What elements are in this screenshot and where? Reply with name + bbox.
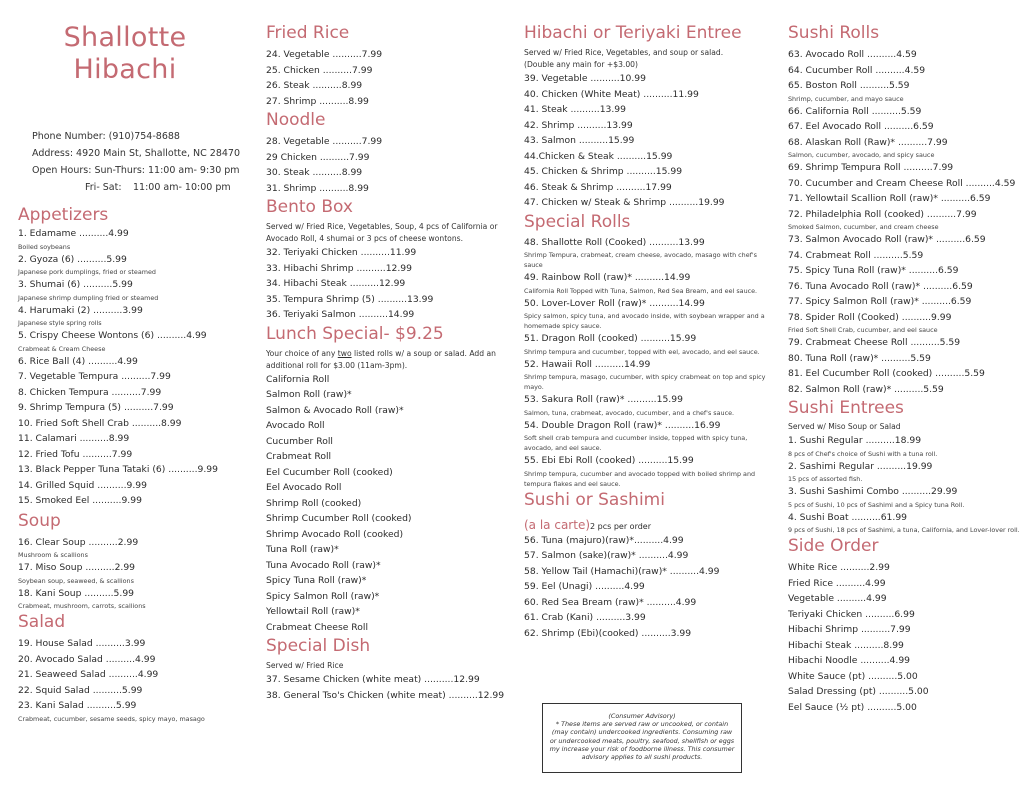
menu-item-description: Fried Soft Shell Crab, cucumber, and eel sauce	[788, 326, 938, 334]
section-note: Served w/ Miso Soup or Salad	[788, 422, 901, 431]
section-special-rolls	[524, 211, 776, 489]
menu-item: 11. Calamari ..........8.99	[18, 433, 130, 444]
section-title: Fried Rice	[266, 23, 350, 43]
section-salad	[18, 611, 258, 724]
menu-item: 3. Sushi Sashimi Combo ..........29.99	[788, 486, 958, 497]
column-3	[524, 22, 776, 641]
menu-item-description: Japanese shrimp dumpling fried or steamed	[18, 293, 159, 302]
menu-item: 28. Vegetable ..........7.99	[266, 136, 383, 147]
menu-item: 8. Chicken Tempura ..........7.99	[18, 386, 162, 398]
menu-item: 54. Double Dragon Roll (raw)* ..........16.99	[524, 419, 721, 431]
column-2	[266, 22, 511, 703]
menu-item: 26. Steak ..........8.99	[266, 80, 363, 91]
menu-item: 22. Squid Salad ..........5.99	[18, 684, 143, 696]
menu-item: 65. Boston Roll ..........5.59	[788, 80, 910, 91]
section-lunch-special	[266, 323, 511, 636]
section-bento-box	[266, 196, 511, 323]
menu-item: 6. Rice Ball (4) ..........4.99	[18, 355, 138, 367]
menu-item-description: Soybean soup, seaweed, & scallions	[18, 576, 134, 585]
menu-item: 9. Shrimp Tempura (5) ..........7.99	[18, 402, 174, 413]
menu-item: 48. Shallotte Roll (Cooked) ..........13.99	[524, 236, 705, 248]
menu-item: 27. Shrimp ..........8.99	[266, 95, 369, 107]
menu-item-description: 15 pcs of assorted fish.	[788, 475, 863, 483]
menu-item: 2. Gyoza (6) ..........5.99	[18, 253, 127, 265]
menu-item: 68. Alaskan Roll (Raw)* ..........7.99	[788, 136, 948, 148]
column-1	[18, 204, 258, 724]
menu-item: Salmon Roll (raw)*	[266, 389, 352, 400]
section-sushi-rolls	[788, 22, 1024, 397]
phone: Phone Number: (910)754-8688	[32, 131, 180, 142]
menu-item-description: Salmon, cucumber, avocado, and spicy sauce	[788, 151, 935, 159]
menu-item-description: Shrimp tempura and cucumber, topped with eel, avocado, and eel sauce.	[524, 347, 760, 356]
menu-item: 52. Hawaii Roll ..........14.99	[524, 358, 651, 370]
menu-item: 67. Eel Avocado Roll ..........6.59	[788, 121, 934, 132]
menu-item: 30. Steak ..........8.99	[266, 167, 363, 178]
section-special-dish	[266, 635, 511, 703]
section-sushi-entrees	[788, 397, 1024, 535]
hours-weekend: Fri- Sat: 11:00 am- 10:00 pm	[85, 182, 231, 193]
menu-item: 17. Miso Soup ..........2.99	[18, 562, 136, 573]
section-title: Special Dish	[266, 636, 371, 656]
menu-item: 20. Avocado Salad ..........4.99	[18, 653, 156, 665]
menu-item: 2. Sashimi Regular ..........19.99	[788, 460, 933, 472]
menu-item: Avocado Roll	[266, 420, 325, 431]
restaurant-info	[32, 128, 240, 196]
menu-item: 12. Fried Tofu ..........7.99	[18, 448, 133, 460]
menu-item: 24. Vegetable ..........7.99	[266, 49, 383, 60]
menu-item: 76. Tuna Avocado Roll (raw)* ..........6.59	[788, 280, 973, 292]
menu-item: 16. Clear Soup ..........2.99	[18, 536, 139, 548]
section-side-order	[788, 535, 1024, 715]
menu-item: 80. Tuna Roll (raw)* ..........5.59	[788, 352, 931, 364]
menu-item-description: Crabmeat & Cream Cheese	[18, 344, 106, 353]
menu-item-description: Crabmeat, cucumber, sesame seeds, spicy mayo, masago	[18, 714, 205, 723]
menu-item-description: 9 pcs of Sushi, 18 pcs of Sashimi, a tuna, California, and Lover-lover roll.	[788, 526, 1020, 534]
section-title: Sushi or Sashimi	[524, 489, 665, 510]
menu-item: 72. Philadelphia Roll (cooked) ..........7.99	[788, 208, 977, 220]
section-title: Special Rolls	[524, 211, 631, 232]
menu-item: Cucumber Roll	[266, 435, 333, 447]
section-note: Served w/ Fried Rice	[266, 661, 344, 670]
menu-item: 4. Harumaki (2) ..........3.99	[18, 304, 143, 316]
menu-item: Shrimp Roll (cooked)	[266, 497, 362, 509]
menu-item: Hibachi Noodle ..........4.99	[788, 655, 911, 666]
menu-item: 40. Chicken (White Meat) ..........11.99	[524, 88, 699, 100]
menu-item: Eel Avocado Roll	[266, 482, 342, 493]
section-title: Soup	[18, 510, 61, 531]
menu-item: 10. Fried Soft Shell Crab ..........8.99	[18, 417, 182, 429]
menu-item: 64. Cucumber Roll ..........4.59	[788, 64, 926, 76]
menu-item: 51. Dragon Roll (cooked) ..........15.99	[524, 333, 697, 344]
menu-item-description: Japanese style spring rolls	[18, 319, 102, 327]
restaurant-name: Shallotte Hibachi	[63, 22, 187, 85]
menu-item: White Sauce (pt) ..........5.00	[788, 670, 918, 682]
consumer-advisory-box: (Consumer Advisory) * These items are served raw or uncooked, or contain (may contain) undercooked ingredients. Consuming raw or undercooked meats, poultry, seafood, shellfish or eggs my increase your risk of foodborne illness. This consumer advisory applies to all sushi products.	[542, 703, 742, 773]
menu-item: Shrimp Avocado Roll (cooked)	[266, 528, 404, 540]
section-appetizers	[18, 204, 258, 509]
menu-item: 37. Sesame Chicken (white meat) ..........12.99	[266, 674, 480, 685]
menu-item: Spicy Salmon Roll (raw)*	[266, 590, 380, 602]
menu-item: 41. Steak ..........13.99	[524, 104, 626, 115]
menu-item: 60. Red Sea Bream (raw)* ..........4.99	[524, 596, 697, 608]
menu-item: 82. Salmon Roll (raw)* ..........5.59	[788, 383, 944, 395]
menu-item: Crabmeat Roll	[266, 451, 332, 462]
menu-item: 46. Steak & Shrimp ..........17.99	[524, 181, 672, 193]
menu-item: 66. California Roll ..........5.59	[788, 105, 922, 117]
section-title: Sushi Rolls	[788, 23, 880, 43]
menu-item: Salmon & Avocado Roll (raw)*	[266, 404, 404, 416]
section-title: Lunch Special- $9.25	[266, 323, 444, 344]
column-4	[788, 22, 1024, 715]
section-note: Your choice of any two listed rolls w/ a soup or salad. Add an additional roll for $3.00 (11am-3pm).	[266, 348, 496, 370]
menu-item: 62. Shrimp (Ebi)(cooked) ..........3.99	[524, 627, 692, 639]
section-note: Served w/ Fried Rice, Vegetables, and soup or salad.	[524, 48, 724, 57]
menu-item: White Rice ..........2.99	[788, 562, 890, 573]
menu-item-description: Shrimp Tempura, crabmeat, cream cheese, avocado, masago with chef's sauce	[524, 251, 757, 269]
menu-item: 31. Shrimp ..........8.99	[266, 182, 369, 194]
menu-item-description: Spicy salmon, spicy tuna, and avocado inside, with soybean wrapper and a homemade spicy sauce.	[524, 312, 765, 330]
menu-item: 23. Kani Salad ..........5.99	[18, 700, 137, 711]
menu-item-description: Japanese pork dumplings, fried or steamed	[18, 268, 156, 276]
menu-item: 45. Chicken & Shrimp ..........15.99	[524, 166, 683, 177]
section-title: Appetizers	[18, 205, 109, 225]
section-title: Bento Box	[266, 197, 353, 217]
menu-item: 77. Spicy Salmon Roll (raw)* ..........6.59	[788, 296, 972, 307]
menu-item: 75. Spicy Tuna Roll (raw)* ..........6.59	[788, 265, 959, 276]
menu-item: 47. Chicken w/ Steak & Shrimp ..........19.99	[524, 197, 725, 208]
menu-item-description: Mushroom & scallions	[18, 551, 88, 559]
menu-item: 1. Sushi Regular ..........18.99	[788, 435, 922, 446]
section-title: Salad	[18, 612, 66, 632]
menu-item-description: California Roll Topped with Tuna, Salmon, Red Sea Bream, and eel sauce.	[524, 286, 758, 295]
menu-item-description: Shrimp, cucumber, and mayo sauce	[788, 94, 904, 103]
menu-item: Hibachi Steak ..........8.99	[788, 639, 904, 651]
section-title: Sushi Entrees	[788, 398, 904, 418]
menu-item: 25. Chicken ..........7.99	[266, 64, 373, 76]
menu-item: 57. Salmon (sake)(raw)* ..........4.99	[524, 550, 689, 561]
menu-item: 78. Spider Roll (Cooked) ..........9.99	[788, 311, 952, 323]
menu-item: Crabmeat Cheese Roll	[266, 621, 369, 633]
menu-item: 14. Grilled Squid ..........9.99	[18, 479, 147, 491]
menu-item: 74. Crabmeat Roll ..........5.59	[788, 249, 924, 261]
section-title: Hibachi or Teriyaki Entree	[524, 23, 742, 43]
menu-item: 53. Sakura Roll (raw)* ..........15.99	[524, 394, 683, 405]
menu-item: 21. Seaweed Salad ..........4.99	[18, 669, 159, 680]
menu-item: 34. Hibachi Steak ..........12.99	[266, 278, 406, 289]
menu-item: 59. Eel (Unagi) ..........4.99	[524, 581, 645, 592]
section-title: Noodle	[266, 110, 326, 130]
menu-item: Tuna Avocado Roll (raw)*	[266, 559, 381, 571]
menu-item: 7. Vegetable Tempura ..........7.99	[18, 371, 171, 382]
menu-item: 13. Black Pepper Tuna Tataki (6) ..........9.99	[18, 464, 218, 475]
menu-item: 18. Kani Soup ..........5.99	[18, 587, 135, 599]
menu-item: 50. Lover-Lover Roll (raw)* ..........14.99	[524, 297, 705, 309]
menu-item: Salad Dressing (pt) ..........5.00	[788, 686, 929, 697]
menu-item: 71. Yellowtail Scallion Roll (raw)* ..........6.59	[788, 193, 991, 204]
menu-item: Eel Sauce (½ pt) ..........5.00	[788, 701, 917, 713]
section-hibachi-entree	[524, 22, 776, 211]
section-title: Side Order	[788, 536, 879, 556]
menu-item: 29 Chicken ..........7.99	[266, 151, 370, 163]
menu-item-description: Smoked Salmon, cucumber, and cream cheese	[788, 223, 939, 231]
menu-item: 39. Vegetable ..........10.99	[524, 73, 646, 84]
menu-item: 38. General Tso's Chicken (white meat) ..........12.99	[266, 689, 505, 701]
menu-item: 70. Cucumber and Cream Cheese Roll ..........4.59	[788, 177, 1016, 189]
section-note: (Double any main for +$3.00)	[524, 60, 638, 69]
menu-item: 81. Eel Cucumber Roll (cooked) ..........5.59	[788, 368, 985, 379]
menu-item: 79. Crabmeat Cheese Roll ..........5.59	[788, 337, 961, 348]
menu-item: 69. Shrimp Tempura Roll ..........7.99	[788, 162, 954, 173]
menu-item: 15. Smoked Eel ..........9.99	[18, 495, 142, 506]
menu-item-description: Shrimp tempura, cucumber and avocado topped with boiled shrimp and tempura flakes and eel sauce.	[524, 469, 756, 488]
menu-item: Hibachi Shrimp ..........7.99	[788, 624, 911, 635]
menu-item: 63. Avocado Roll ..........4.59	[788, 49, 917, 60]
menu-item: 44.Chicken & Steak ..........15.99	[524, 150, 673, 162]
menu-item: 73. Salmon Avocado Roll (raw)* ..........6.59	[788, 234, 986, 245]
menu-item: 49. Rainbow Roll (raw)* ..........14.99	[524, 272, 691, 283]
menu-item-description: Salmon, tuna, crabmeat, avocado, cucumber, and a chef's sauce.	[524, 408, 735, 417]
menu-item: Spicy Tuna Roll (raw)*	[266, 575, 367, 586]
menu-item: 5. Crispy Cheese Wontons (6) ..........4.99	[18, 330, 207, 341]
menu-item: 19. House Salad ..........3.99	[18, 638, 146, 649]
menu-item-description: Soft shell crab tempura and cucumber inside, topped with spicy tuna, avocado, and eel sauce.	[524, 434, 748, 452]
menu-item-description: Shrimp tempura, masago, cucumber, with spicy crabmeat on top and spicy mayo.	[524, 373, 766, 391]
menu-item: Vegetable ..........4.99	[788, 593, 887, 604]
section-fried-rice	[266, 22, 511, 109]
menu-item: 43. Salmon ..........15.99	[524, 135, 635, 146]
menu-item-description: 5 pcs of Sushi, 10 pcs of Sashimi and a Spicy tuna Roll.	[788, 500, 965, 509]
menu-item: 42. Shrimp ..........13.99	[524, 119, 633, 131]
menu-item-description: Boiled soybeans	[18, 242, 71, 251]
section-soup	[18, 510, 258, 612]
menu-item-description: 8 pcs of Chef's choice of Sushi with a tuna roll.	[788, 449, 938, 458]
menu-item: California Roll	[266, 373, 330, 385]
section-note: Served w/ Fried Rice, Vegetables, Soup, 4 pcs of California or Avocado Roll, 4 shumai or 3 pcs of cheese wontons.	[266, 222, 498, 243]
address: Address: 4920 Main St, Shallotte, NC 28470	[32, 148, 241, 159]
menu-item: 36. Teriyaki Salmon ..........14.99	[266, 309, 415, 320]
menu-item: Teriyaki Chicken ..........6.99	[788, 608, 915, 620]
menu-item: 32. Teriyaki Chicken ..........11.99	[266, 247, 417, 258]
menu-item: 1. Edamame ..........4.99	[18, 228, 129, 239]
menu-item: 56. Tuna (majuro)(raw)*..........4.99	[524, 534, 684, 546]
menu-item: 61. Crab (Kani) ..........3.99	[524, 612, 646, 623]
menu-item: 58. Yellow Tail (Hamachi)(raw)* ..........4.99	[524, 565, 720, 577]
menu-item-description: Crabmeat, mushroom, carrots, scallions	[18, 602, 146, 610]
menu-item: Eel Cucumber Roll (cooked)	[266, 466, 393, 478]
menu-item: Tuna Roll (raw)*	[266, 544, 339, 555]
section-noodle	[266, 109, 511, 196]
menu-item: 35. Tempura Shrimp (5) ..........13.99	[266, 293, 434, 305]
menu-item: Shrimp Cucumber Roll (cooked)	[266, 513, 412, 524]
menu-item: Yellowtail Roll (raw)*	[266, 606, 360, 617]
menu-item: 4. Sushi Boat ..........61.99	[788, 511, 908, 523]
menu-item: Fried Rice ..........4.99	[788, 577, 886, 589]
hours-weekday: Open Hours: Sun-Thurs: 11:00 am- 9:30 pm	[32, 165, 240, 176]
menu-item: 3. Shumai (6) ..........5.99	[18, 279, 133, 290]
section-sushi-sashimi	[524, 489, 776, 642]
menu-item: 33. Hibachi Shrimp ..........12.99	[266, 262, 412, 274]
menu-item: 55. Ebi Ebi Roll (cooked) ..........15.99	[524, 455, 694, 466]
a-la-carte-label: (a la carte)2 pcs per order	[524, 517, 651, 532]
